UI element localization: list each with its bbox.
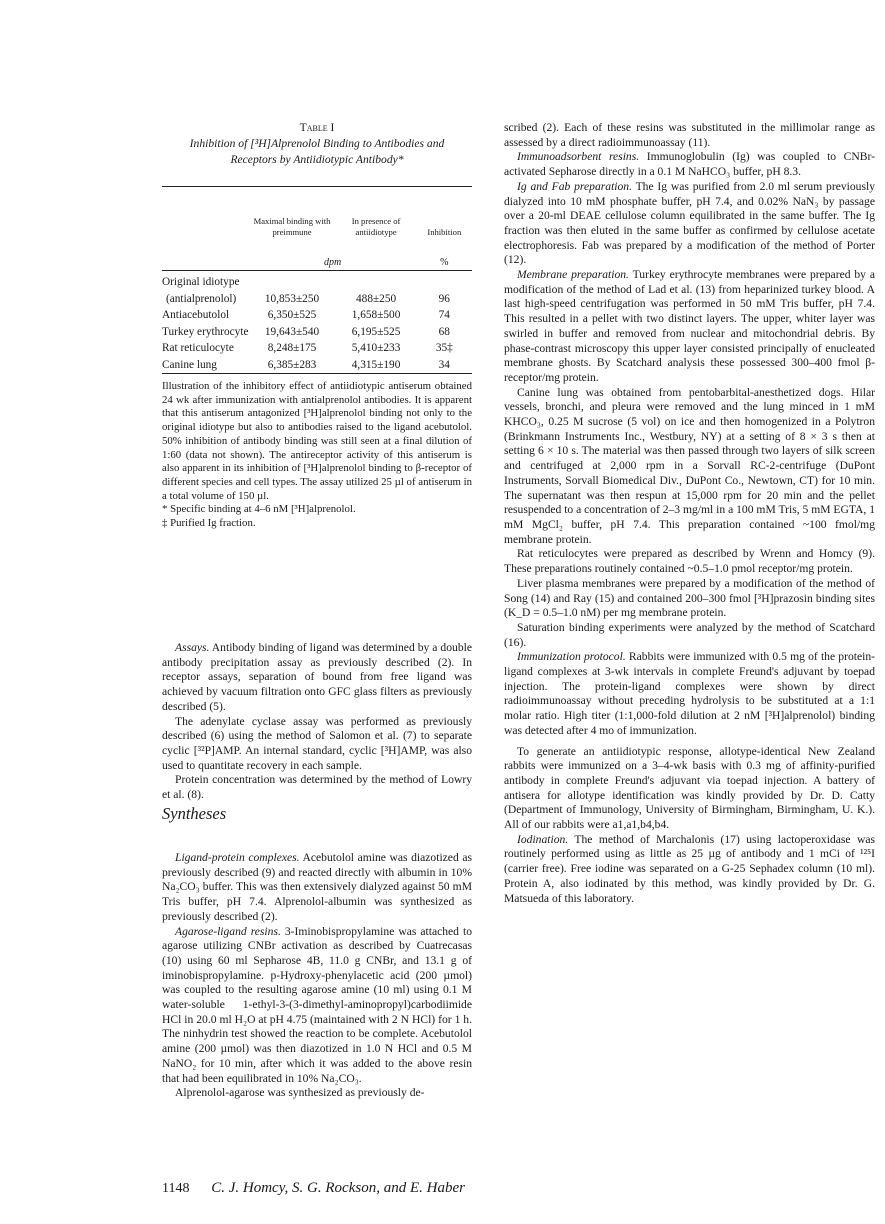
row-label: Antiacebutolol	[162, 309, 230, 322]
table-footnote-2: ‡ Purified Ig fraction.	[162, 517, 256, 530]
table-legend: Illustration of the inhibitory effect of antiidiotypic antiserum obtained 24 wk after immunization with antialprenolol antibodies. It is apparent that this antiserum antagonized [³H]alprenolol binding not only to the original idiotype but also to antibodies raised to the ligand acebutolol. 50% inhibition of antibody binding was still seen at a final dilution of 1:60 (data not shown). The antireceptor activity of this antiserum is also apparent in its inhibition of [³H]alprenolol binding to β-receptor of different species and cell types. The assay utilized 25 µl of antiserum in a total volume of 150 µl.	[162, 380, 472, 502]
heading-ig-fab: Ig and Fab preparation.	[517, 179, 632, 193]
para-rat: Rat reticulocytes were prepared as described by Wrenn and Homcy (9). These preparations routinely contained ~0.5–1.0 pmol receptor/mg protein.	[504, 547, 875, 576]
row-label: Rat reticulocyte	[162, 342, 234, 355]
cell-antiidiotype: 488±250	[356, 292, 397, 305]
cell-antiidiotype: 1,658±500	[351, 309, 401, 322]
page-number: 1148	[162, 1181, 190, 1196]
table-row	[162, 340, 472, 357]
para-alprenolol: Alprenolol-agarose was synthesized as previously de-	[175, 1086, 425, 1100]
unit-dpm: dpm	[323, 257, 342, 268]
para-immunoadsorbent: Immunoadsorbent resins. Immunoglobulin (Ig) was coupled to CNBr-activated Sepharose directly in a 0.1 M NaHCO₃ buffer, pH 8.3.	[504, 150, 875, 179]
para-canine: Canine lung was obtained from pentobarbital-anesthetized dogs. Hilar vessels, bronchi, and pleura were removed and the lung minced in 1 mM KHCO₃, 0.25 M sucrose (5 vol) on ice and then homogenized in a Polytron (Brinkmann Instruments Inc., Westbury, NY) at a setting of 8 × 3 s then at setting 6 × 10 s. The material was then passed through two layers of silk screen and centrifuged at 2,000 rpm in a Sorvall RC-2-centrifuge (DuPont Instruments, Sorvall Biomedical Div., DuPont Co., Newtown, CT) for 10 min. The supernatant was then respun at 15,000 rpm for 20 min and the pellet resuspended to a concentration of 2–3 mg/ml in a 100 mM Tris, 5 mM EGTA, 1 mM MgCl₂ buffer, pH 7.4. This preparation contained ~100 fmol/mg membrane protein.	[504, 385, 875, 546]
cell-inhibition: 68	[438, 325, 450, 338]
heading-immunoadsorbent: Immunoadsorbent resins.	[517, 150, 640, 164]
para-iodination: Iodination. The method of Marchalonis (17) using lactoperoxidase was routinely performed using as little as 25 µg of antibody and 1 mCi of ¹²⁵I (carrier free). Free iodine was separated on a G-25 Sephadex column (10 ml). Protein A, also iodinated by this method, was kindly provided by Dr. G. Matsueda of this laboratory.	[504, 832, 875, 905]
cell-antiidiotype: 6,195±525	[351, 325, 401, 338]
para-liver: Liver plasma membranes were prepared by a modification of the method of Song (14) and Ray (15) and contained 200–300 fmol [³H]prazosin binding sites (K_D = 0.5–1.0 nM) per mg membrane protein.	[504, 576, 875, 620]
table-row	[162, 357, 472, 374]
right-body	[504, 121, 875, 906]
cell-preimmune: 19,643±540	[264, 325, 320, 338]
para-assays: Assays. Antibody binding of ligand was determined by a double antibody precipitation assay as previously described (2). In receptor assays, separation of bound from free ligand was achieved by vacuum filtration onto GFC glass filters as previously described (5).	[162, 641, 472, 713]
cell-inhibition: 34	[438, 358, 450, 371]
para-saturation: Saturation binding experiments were analyzed by the method of Scatchard (16).	[504, 620, 875, 649]
para-protein: Protein concentration was determined by the method of Lowry et al. (8).	[162, 773, 472, 802]
table-bottom-rule	[162, 373, 472, 374]
unit-pct: %	[440, 257, 449, 268]
cell-antiidiotype: 4,315±190	[351, 358, 401, 371]
row-label: Original idiotype	[162, 276, 240, 288]
table-notes	[162, 380, 472, 531]
para-ligand-protein: Ligand-protein complexes. Acebutolol amine was diazotized as previously described (9) and reacted directly with albumin in 10% Na₂CO₃ buffer. This was then extensively dialyzed against 50 mM Tris buffer, pH 7.4. Alprenolol-albumin was synthesized as previously described (2).	[162, 851, 472, 923]
heading-ligand-protein: Ligand-protein complexes.	[175, 851, 300, 864]
table-caption-line1: Inhibition of [³H]Alprenolol Binding to Antibodies and	[189, 137, 445, 150]
heading-assays: Assays.	[175, 641, 210, 654]
table-top-rule	[162, 186, 472, 187]
page-footer	[162, 1180, 862, 1197]
cell-inhibition: 96	[438, 292, 450, 305]
cell-preimmune: 10,853±250	[264, 292, 320, 305]
heading-immunization: Immunization protocol.	[517, 650, 626, 664]
para-continued: scribed (2). Each of these resins was substituted in the millimolar range as assessed by a direct radioimmunoassay (11).	[504, 121, 875, 149]
para-antiidiotypic: To generate an antiidiotypic response, allotype-identical New Zealand rabbits were immunized on a 3–4-wk basis with 0.3 mg of affinity-purified antibody in complete Freund's adjuvant via toepad injection. A battery of antisera for allotype identification was kindly provided by Dr. D. Catty (Department of Immunology, University of Birmingham, Birmingham, U. K.). All of our rabbits were a1,a1,b4,b4.	[504, 744, 875, 832]
header-preimmune: Maximal binding with preimmune	[253, 216, 331, 237]
table-row	[162, 307, 472, 324]
table-row	[162, 324, 472, 341]
table-footnote-1: * Specific binding at 4–6 nM [³H]alprenolol.	[162, 503, 356, 516]
cell-inhibition: 35‡	[435, 342, 453, 355]
row-label: (antialprenolol)	[166, 292, 237, 305]
table-title	[162, 120, 472, 168]
cell-inhibition: 74	[438, 309, 450, 322]
row-label: Turkey erythrocyte	[162, 325, 249, 338]
running-authors: C. J. Homcy, S. G. Rockson, and E. Haber	[211, 1180, 465, 1196]
table-header-rule	[162, 270, 472, 271]
table-label: Table I	[299, 121, 335, 134]
para-adenylate: The adenylate cyclase assay was performed as previously described (6) using the method of Salomon et al. (7) to separate cyclic [³²P]AMP. An internal standard, cyclic [³H]AMP, was also used to quantitate recovery in each sample.	[162, 714, 472, 772]
para-agarose: Agarose-ligand resins. 3-Iminobispropylamine was attached to agarose utilizing CNBr activation as described by Cuatrecasas (10) using 60 ml Sepharose 4B, 11.0 g CNBr, and 13.1 g of iminobispropylamine. p-Hydroxy-phenylacetic acid (200 µmol) was coupled to the resulting agarose amine (10 ml) using 0.1 M water-soluble 1-ethyl-3-(3-dimethyl-aminopropyl)carbodiimide HCl in 20.0 ml H₂O at pH 4.75 (maintained with 2 N HCl) for 1 h. The ninhydrin test showed the reaction to be complete. Acebutolol amine (200 µmol) was then diazotized in 1.0 N HCl and 0.5 M NaNO₂ for 10 min, after which it was added to the above resin that had been equilibrated in 10% Na₂CO₃.	[162, 924, 472, 1085]
heading-agarose: Agarose-ligand resins.	[175, 924, 281, 938]
para-ig-fab: Ig and Fab preparation. The Ig was purified from 2.0 ml serum previously dialyzed into 10 mM phosphate buffer, pH 7.4, and 0.02% NaN₃ by passage over a 20-ml DEAE cellulose column equilibrated in the same buffer. The Ig fraction was then eluted in the same buffer as confirmed by cellulose acetate electrophoresis. Fab was prepared by a modification of the method of Porter (12).	[504, 179, 875, 267]
section-heading: Syntheses	[162, 804, 227, 823]
header-antiidiotype: In presence of antiidiotype	[351, 216, 401, 237]
heading-membrane: Membrane preparation.	[517, 268, 629, 282]
para-immunization: Immunization protocol. Rabbits were immunized with 0.5 mg of the protein-ligand complexes at 3-wk intervals in complete Freund's adjuvant by toepad injection. The protein-ligand complexes were shown by direct radioimmunoassay without preceding hydrolysis to be substituted at a 1:1 molar ratio. High titer (1:1,000-fold dilution at 2 nM [³H]alprenolol) binding was detected after 4 mo of immunization.	[504, 650, 876, 737]
cell-preimmune: 6,350±525	[267, 309, 317, 322]
cell-preimmune: 8,248±175	[267, 342, 317, 355]
heading-iodination: Iodination.	[517, 832, 569, 846]
table-row	[162, 291, 472, 308]
para-membrane: Membrane preparation. Turkey erythrocyte membranes were prepared by a modification of the method of Lad et al. (13) from heparinized turkey blood. A last high-speed centrifugation was performed in 50 mM Tris buffer, pH 7.4. This resulted in a pellet with two distinct layers. The upper, whiter layer was swirled in buffer and removed from nuclear and mitochondrial debris. By phase-contrast microscopy this upper layer consisted principally of enucleated membrane ghosts. By Scatchard analysis these possessed 300–400 fmol β-receptor/mg protein.	[504, 268, 875, 384]
table-caption-line2: Receptors by Antiidiotypic Antibody*	[230, 153, 404, 166]
left-body-lower	[162, 851, 472, 1101]
cell-preimmune: 6,385±283	[267, 358, 317, 371]
data-table	[162, 188, 472, 374]
cell-antiidiotype: 5,410±233	[351, 342, 401, 355]
row-label: Canine lung	[162, 358, 217, 371]
header-inhibition: Inhibition	[427, 227, 462, 237]
left-body-upper	[162, 641, 472, 803]
